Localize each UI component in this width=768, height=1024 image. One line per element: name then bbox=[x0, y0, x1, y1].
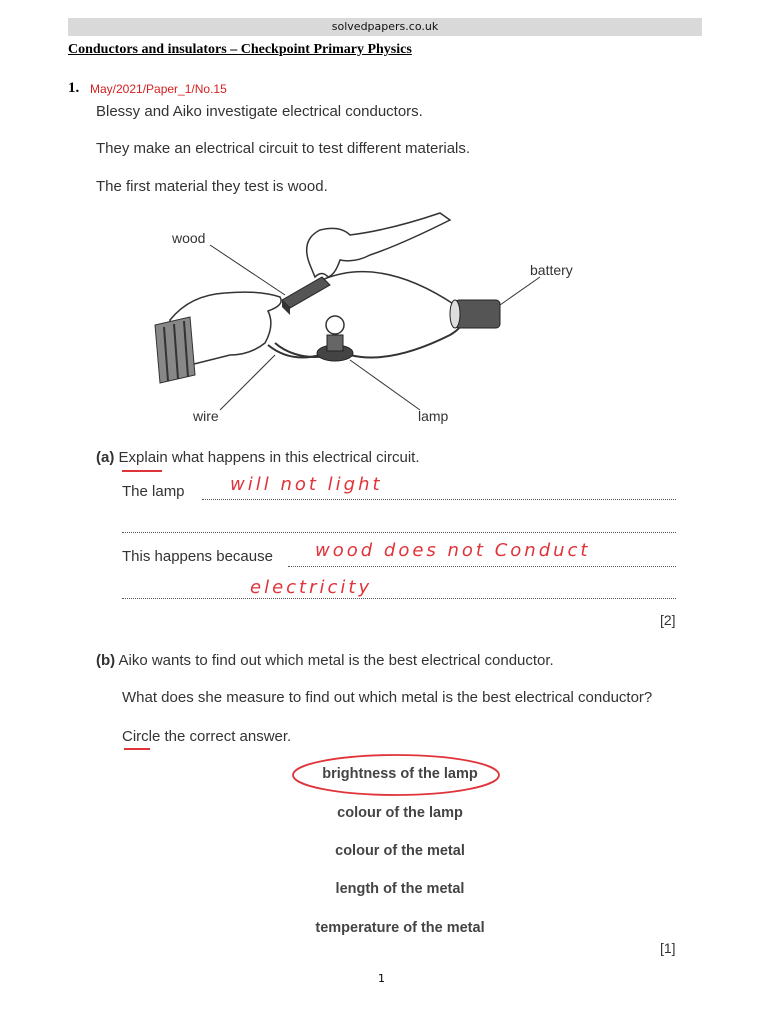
wire-top bbox=[322, 272, 455, 305]
label-battery: battery bbox=[530, 262, 573, 278]
site-name: solvedpapers.co.uk bbox=[331, 20, 439, 33]
label-lamp: lamp bbox=[418, 408, 449, 424]
part-a-text: Explain what happens in this electrical circuit. bbox=[118, 449, 420, 466]
label-wire: wire bbox=[193, 408, 219, 424]
label-wood: wood bbox=[172, 230, 206, 246]
lamp-leader bbox=[350, 360, 420, 410]
question-number: 1. bbox=[68, 80, 80, 96]
part-a-prompt bbox=[96, 449, 420, 466]
part-a-label: (a) bbox=[96, 449, 115, 466]
option-length-metal[interactable]: length of the metal bbox=[335, 881, 465, 897]
lamp-drawing bbox=[317, 316, 353, 361]
part-b-text: Aiko wants to find out which metal is the best electrical conductor. bbox=[118, 652, 554, 669]
intro-line-2: They make an electrical circuit to test different materials. bbox=[96, 140, 471, 157]
part-b-prompt bbox=[96, 652, 554, 669]
question-reference: May/2021/Paper_1/No.15 bbox=[90, 82, 227, 96]
left-hand-drawing bbox=[155, 292, 281, 383]
option-temperature-metal[interactable]: temperature of the metal bbox=[315, 920, 485, 936]
battery-drawing bbox=[450, 300, 500, 328]
right-hand-drawing bbox=[307, 213, 450, 277]
intro-line-3: The first material they test is wood. bbox=[96, 178, 328, 195]
circuit-diagram bbox=[150, 205, 620, 435]
option-brightness[interactable]: brightness of the lamp bbox=[322, 766, 478, 782]
explain-underline bbox=[122, 470, 162, 472]
answer-line-1[interactable] bbox=[202, 499, 676, 500]
wood-leader bbox=[210, 245, 285, 295]
wire-to-lamp bbox=[268, 345, 320, 357]
answer-lamp: will not light bbox=[230, 474, 383, 495]
option-colour-lamp[interactable]: colour of the lamp bbox=[337, 805, 463, 821]
lamp-line-label: The lamp bbox=[122, 483, 185, 500]
answer-because: wood does not Conduct bbox=[315, 540, 591, 561]
wire-to-battery bbox=[350, 315, 461, 358]
part-b-marks: [1] bbox=[660, 940, 676, 956]
option-colour-metal[interactable]: colour of the metal bbox=[335, 843, 465, 859]
wire-leader bbox=[220, 355, 275, 410]
part-b-label: (b) bbox=[96, 652, 116, 669]
answer-line-4[interactable] bbox=[122, 598, 676, 599]
answer-because-cont: electricity bbox=[250, 577, 373, 598]
answer-circle bbox=[290, 752, 502, 798]
part-a-marks: [2] bbox=[660, 612, 676, 628]
page-title: Conductors and insulators – Checkpoint Primary Physics bbox=[68, 42, 412, 57]
intro-line-1: Blessy and Aiko investigate electrical conductors. bbox=[96, 103, 423, 120]
circle-underline bbox=[124, 748, 150, 750]
part-b-question: What does she measure to find out which metal is the best electrical conductor? bbox=[122, 689, 653, 706]
site-header-bar bbox=[68, 18, 702, 36]
because-line-label: This happens because bbox=[122, 548, 273, 565]
answer-line-2[interactable] bbox=[122, 532, 676, 533]
battery-leader bbox=[500, 277, 540, 305]
answer-line-3[interactable] bbox=[288, 566, 676, 567]
part-b-instruction: Circle the correct answer. bbox=[122, 728, 292, 745]
wood-block bbox=[282, 277, 330, 315]
page-number: 1 bbox=[378, 972, 385, 985]
